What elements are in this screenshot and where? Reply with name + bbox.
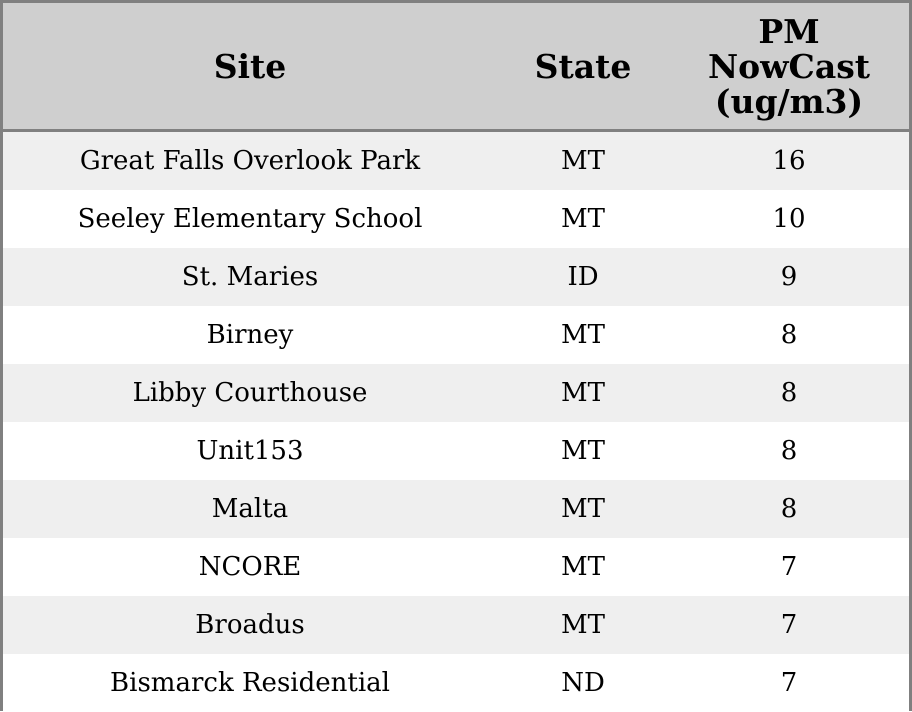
table-header — [3, 3, 909, 132]
cell-site: Birney — [206, 320, 294, 350]
cell-pm: 7 — [780, 552, 798, 582]
header-state-label: State — [534, 46, 632, 86]
cell-site: Malta — [211, 494, 289, 524]
table-row — [3, 538, 909, 596]
cell-site: Seeley Elementary School — [77, 204, 423, 234]
table-row — [3, 422, 909, 480]
cell-pm: 8 — [780, 494, 798, 524]
table-body — [3, 132, 909, 712]
header-site-label: Site — [213, 46, 287, 86]
table-row — [3, 132, 909, 190]
cell-pm: 7 — [780, 668, 798, 698]
cell-state: MT — [561, 552, 605, 582]
header-pm-nowcast — [669, 3, 909, 129]
cell-state: MT — [561, 320, 605, 350]
cell-pm: 8 — [780, 378, 798, 408]
cell-pm: 9 — [780, 262, 798, 292]
cell-site: Bismarck Residential — [110, 668, 390, 698]
cell-site: St. Maries — [181, 262, 319, 292]
header-state — [497, 3, 669, 129]
cell-pm: 16 — [772, 146, 806, 176]
table-row — [3, 654, 909, 712]
header-pm-line-3: (ug/m3) — [714, 81, 864, 121]
cell-state: MT — [561, 494, 605, 524]
cell-site: Unit153 — [196, 436, 304, 466]
cell-site: Great Falls Overlook Park — [79, 146, 421, 176]
cell-state: MT — [561, 378, 605, 408]
cell-state: MT — [561, 204, 605, 234]
cell-state: ID — [567, 262, 599, 292]
cell-site: NCORE — [198, 552, 302, 582]
cell-pm: 8 — [780, 436, 798, 466]
header-pm-label — [707, 11, 871, 121]
cell-pm: 8 — [780, 320, 798, 350]
cell-state: MT — [561, 610, 605, 640]
header-site — [3, 3, 497, 129]
table-row — [3, 596, 909, 654]
cell-state: ND — [561, 668, 605, 698]
cell-pm: 10 — [772, 204, 806, 234]
table-row — [3, 364, 909, 422]
cell-state: MT — [561, 146, 605, 176]
table-row — [3, 480, 909, 538]
header-pm-line-1: PM — [758, 11, 820, 51]
table-row — [3, 248, 909, 306]
cell-pm: 7 — [780, 610, 798, 640]
header-pm-line-2: NowCast — [707, 46, 871, 86]
table-row — [3, 190, 909, 248]
cell-site: Libby Courthouse — [132, 378, 368, 408]
cell-state: MT — [561, 436, 605, 466]
cell-site: Broadus — [195, 610, 305, 640]
table-row — [3, 306, 909, 364]
